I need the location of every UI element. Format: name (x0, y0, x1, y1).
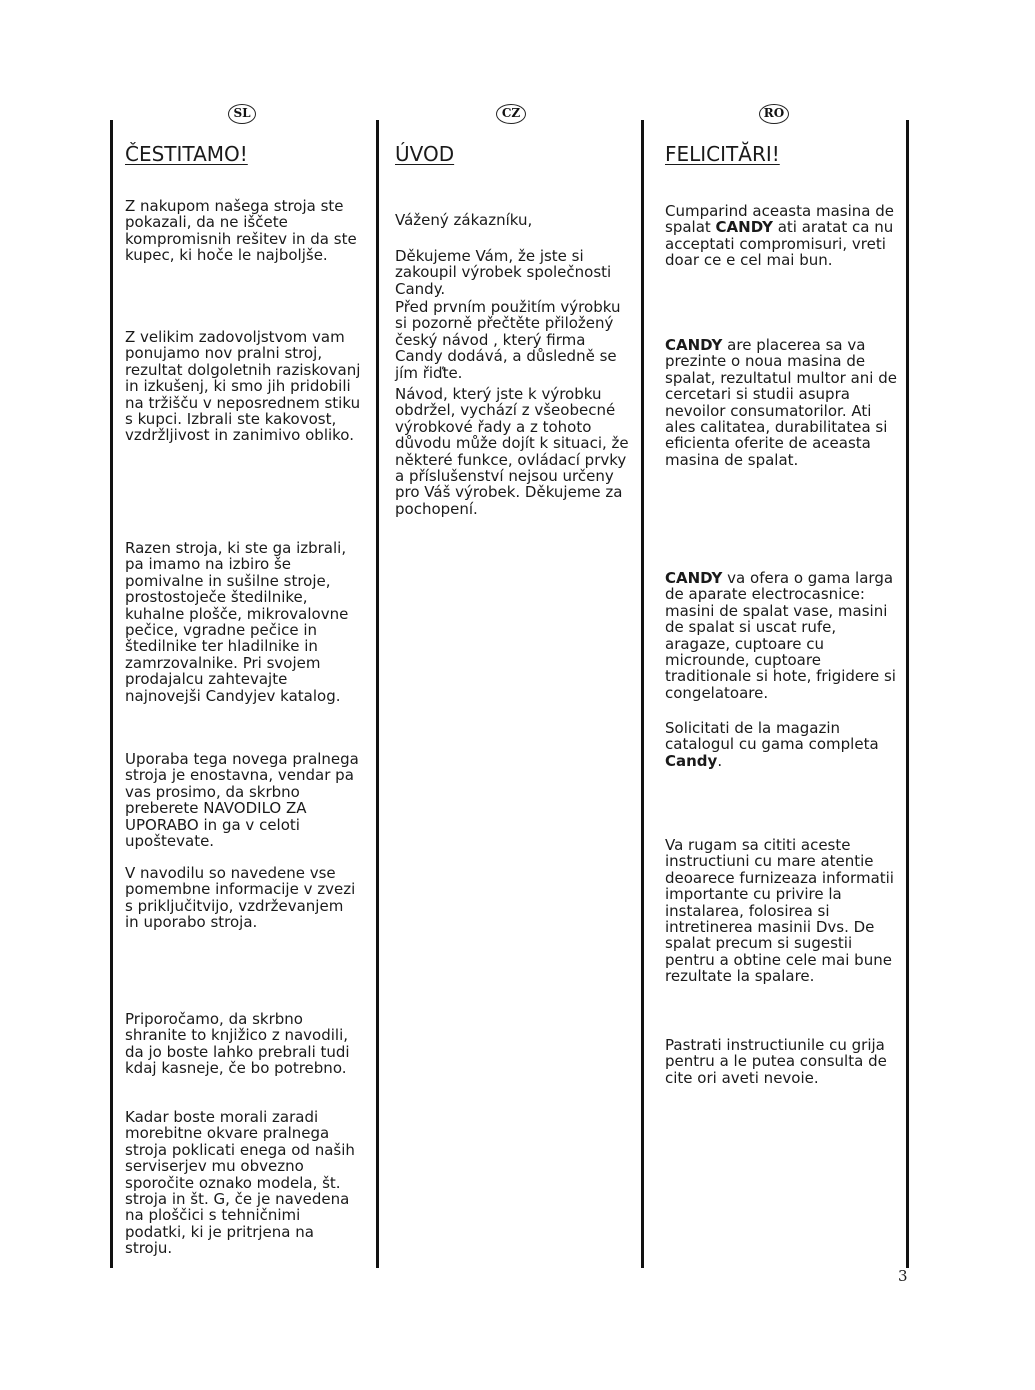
heading-sl: ČESTITAMO! (125, 142, 248, 166)
paragraph-cz-1: Vážený zákazníku, (395, 211, 533, 229)
brand-name: Candy (665, 751, 718, 770)
text-run: ati aratat ca nu acceptati compromisuri, vreti doar ce e cel mai bun. (665, 218, 894, 270)
brand-name: CANDY (715, 218, 773, 237)
paragraph-ro-1 (665, 203, 901, 269)
text-run: Solicitati de la magazin catalogul cu gama completa (665, 719, 879, 754)
column-rule-mid-1 (376, 120, 379, 1268)
paragraph-sl-3: Razen stroja, ki ste ga izbrali, pa imamo na izbiro še pomivalne in sušilne stroje, prostostoječe štedilnike, kuhalne plošče, mikrovalovne pečice, vgradne pečice in štedilnike ter hladilnike in zamrzovalnike. Pri svojem prodajalcu zahtevajte najnovejši Candyjev katalog. (125, 539, 349, 705)
brand-name: CANDY (665, 569, 723, 587)
heading-cz: ÚVOD (395, 142, 455, 166)
column-rule-mid-2 (641, 120, 644, 1268)
paragraph-sl-6: Priporočamo, da skrbno shranite to knjižico z navodili, da jo boste lahko prebrali tudi kdaj kasneje, če bo potrebno. (125, 1010, 350, 1078)
language-badge-sl: SL (228, 104, 256, 124)
paragraph-ro-4: Va rugam sa cititi aceste instructiuni cu mare atentie deoarece furnizeaza informatii importante cu privire la instalarea, folosirea si intretinerea masinii Dvs. De spalat precum si sugestii pentru a obtine cele mai bune rezultate la spalare. (665, 836, 894, 986)
paragraph-cz-4: Návod, který jste k výrobku obdržel, vychází z všeobecné výrobkové řady a z tohoto důvodu může dojít k situaci, že některé funkce, ovládací prvky a příslušenství nejsou určeny pro Váš výrobek. Děkujeme za pochopení. (395, 385, 629, 518)
text-run: va ofera o gama larga de aparate electrocasnice: masini de spalat vase, masini de spalat si uscat rufe, aragaze, cuptoare cu microunde, cuptoare traditionale si hote, frigidere si congelatoare. (665, 569, 896, 702)
heading-ro: FELICITĂRI! (665, 142, 780, 166)
column-rule-left (110, 120, 113, 1268)
paragraph-ro-3 (665, 570, 901, 701)
paragraph-cz-3: Před prvním použitím výrobku si pozorně přečtěte přiložený český návod , který firma Candy dodává, a důsledně se jím řiďte. (395, 298, 621, 382)
text-run: Cumparind aceasta masina de spalat (665, 202, 894, 237)
text-run: . (717, 751, 723, 770)
language-badge-ro: RO (759, 104, 789, 124)
paragraph-sl-5: V navodilu so navedene vse pomembne informacije v zvezi s priključitvijo, vzdrževanjem in uporabo stroja. (125, 864, 356, 932)
paragraph-ro-5: Pastrati instructiunile cu grija pentru a le putea consulta de cite ori aveti nevoie. (665, 1036, 887, 1087)
paragraph-sl-7: Kadar boste morali zaradi morebitne okvare pralnega stroja poklicati enega od naših serviserjev mu obvezno sporočite oznako modela, št. stroja in št. G, če je navedena na ploščici s tehničnimi podatki, ki je pritrjena na stroju. (125, 1108, 355, 1258)
column-rule-right (906, 120, 909, 1268)
paragraph-sl-4: Uporaba tega novega pralnega stroja je enostavna, vendar pa vas prosimo, da skrbno preberete NAVODILO ZA UPORABO in ga v celoti upoštevate. (125, 750, 359, 851)
language-badge-cz: CZ (496, 104, 526, 124)
brand-name: CANDY (665, 336, 723, 354)
paragraph-sl-2: Z velikim zadovoljstvom vam ponujamo nov pralni stroj, rezultat dolgoletnih raziskovanj in izkušenj, ki smo jih pridobili na tržišču v neposrednem stiku s kupci. Izbrali ste kakovost, vzdržljivost in zanimivo obliko. (125, 328, 361, 445)
paragraph-cz-2: Děkujeme Vám, že jste si zakoupil výrobek společnosti Candy. (395, 247, 612, 298)
paragraph-ro-3b (665, 720, 901, 769)
paragraph-sl-1: Z nakupom našega stroja ste pokazali, da ne iščete kompromisnih rešitev in da ste kupec, ki hoče le najboljše. (125, 197, 357, 265)
page-number: 3 (898, 1267, 908, 1285)
paragraph-ro-2 (665, 337, 901, 468)
text-run: are placerea sa va prezinte o noua masina de spalat, rezultatul multor ani de cercetari si studii asupra nevoilor consumatorilor. Ati ales calitatea, durabilitatea si eficienta oferite de aceasta masina de spalat. (665, 336, 897, 469)
